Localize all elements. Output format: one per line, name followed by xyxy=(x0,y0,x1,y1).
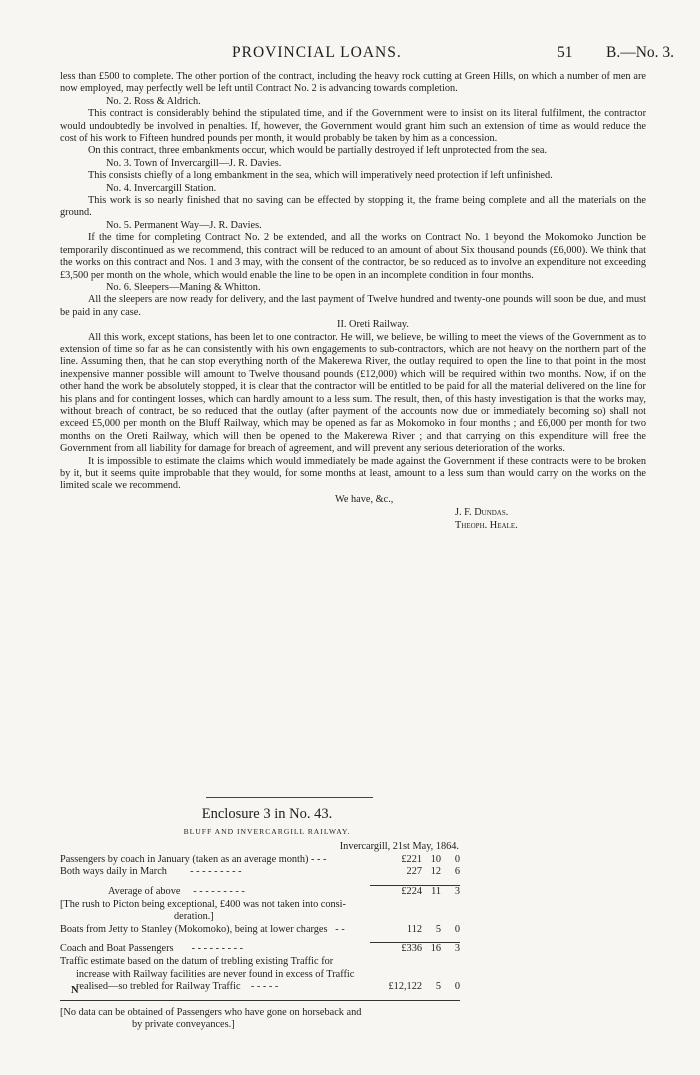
note-line: [No data can be obtained of Passengers who have gone on horseback and xyxy=(60,1006,362,1018)
table-row xyxy=(60,943,460,956)
amount-shillings: 11 xyxy=(431,885,441,897)
table-row xyxy=(60,854,460,867)
paragraph: This consists chiefly of a long embankment in the sea, which will imperatively need protection if left unfinished. xyxy=(88,170,553,182)
row-label-line2: increase with Railway facilities are never found in excess of Traffic xyxy=(76,968,355,980)
amount-pounds: £224 xyxy=(401,885,422,897)
amount-pence: 3 xyxy=(454,885,460,897)
divider xyxy=(60,1000,460,1001)
enclosure-date: Invercargill, 21st May, 1864. xyxy=(339,841,459,853)
row-label: Traffic estimate based on the datum of trebling existing Traffic for xyxy=(60,955,334,967)
table-row xyxy=(60,911,460,924)
amount-pounds: £12,122 xyxy=(388,981,422,993)
row-label: Coach and Boat Passengers xyxy=(60,943,174,955)
table-row xyxy=(60,956,460,969)
leader-dots: - - xyxy=(335,923,345,935)
paragraph: All this work, except stations, has been let to one contractor. He will, we believe, be willing to meet the views of the Government as to extension of time so far as he can consistently with his own engagements to sub-contractors, which are not heavy on the northern part of the line. Assuming then, that he can stop everything north of the Makerewa River, the outlay required to open the line to that point in the most inexpensive manner possible will amount to Twelve thousand pounds (£12,000) which will be required within two months. Now, if on the other hand the work be absolutely stopped, it is clear that the contractor will be entitled to be paid for all the material delivered on the line for his plans and for contingent losses, which can hardly amount to a less sum. The result, then, of this hasty investigation is that the works may, without breach of contract, be so reduced that the outlay (after payment of the accounts now due or immediately becoming so) shall not exceed £5,000 per month on the Bluff Railway, which may be opened as far as Mokomoko in four months ; and £6,000 per month for two months on the Oreti Railway, which will then be opened to the Makerewa River ; and that carrying on this expenditure will free the Government from all liability for damage for breach of agreement, and will prevent any serious deterioration of the works. xyxy=(60,331,646,455)
row-label: Average of above xyxy=(108,885,181,897)
closing: We have, &c., xyxy=(335,493,394,505)
amount-shillings: 10 xyxy=(430,853,441,865)
amount-shillings: 12 xyxy=(430,866,441,878)
table-row xyxy=(60,885,460,898)
leader-dots: - - - xyxy=(311,853,327,865)
paragraph: This work is so nearly finished that no saving can be effected by stopping it, the frame being complete and all the materials on the ground. xyxy=(60,195,646,219)
amount-pence: 6 xyxy=(454,866,460,878)
paragraph: All the sleepers are now ready for delivery, and the last payment of Twelve hundred and twenty-one pounds will soon be due, and must be paid in any case. xyxy=(60,294,646,318)
amount-shillings: 16 xyxy=(430,943,441,955)
enclosure-subtitle: BLUFF AND INVERCARGILL RAILWAY. xyxy=(183,826,351,836)
leader-dots: - - - - - - - - - xyxy=(190,866,242,878)
report-body xyxy=(60,71,646,543)
paragraph: less than £500 to complete. The other portion of the contract, including the heavy rock cutting at Green Hills, on which a number of men are now employed, may perfectly well be left until Contract No. 2 is advancing towards completion. xyxy=(60,71,646,95)
row-label: Boats from Jetty to Stanley (Mokomoko), being at lower charges xyxy=(60,923,328,935)
table-row xyxy=(60,899,460,912)
signatory: J. F. Dundas. xyxy=(455,506,509,518)
row-label-continuation: deration.] xyxy=(174,911,214,923)
section-heading: No. 5. Permanent Way—J. R. Davies. xyxy=(106,219,262,231)
section-heading: No. 3. Town of Invercargill—J. R. Davies. xyxy=(106,157,282,169)
row-label: [The rush to Picton being exceptional, £400 was not taken into consi- xyxy=(60,898,346,910)
table-row xyxy=(60,866,460,879)
signature-mark: N xyxy=(71,985,79,996)
amount-shillings: 5 xyxy=(435,923,441,935)
amount-pounds: £336 xyxy=(401,943,422,955)
note xyxy=(60,1007,460,1032)
table-row xyxy=(60,969,460,982)
leader-dots: - - - - - xyxy=(250,981,279,993)
page-number: 51 xyxy=(557,44,573,61)
leader-dots: - - - - - - - - - xyxy=(191,943,244,955)
page-title: PROVINCIAL LOANS. xyxy=(232,44,402,61)
table-row xyxy=(60,981,460,994)
row-label: Both ways daily in March xyxy=(60,866,167,878)
row-label: Passengers by coach in January (taken as an average month) xyxy=(60,853,309,865)
amount-pence: 0 xyxy=(454,981,460,993)
enclosure-title: Enclosure 3 in No. 43. xyxy=(201,806,333,822)
amount-pence: 3 xyxy=(454,943,460,955)
section-heading: No. 4. Invercargill Station. xyxy=(106,182,217,194)
amount-pounds: 227 xyxy=(406,866,422,878)
leader-dots: - - - - - - - - - xyxy=(193,885,245,897)
paragraph: This contract is considerably behind the stipulated time, and if the Government were to insist on its literal fulfilment, the contractor would undoubtedly be involved in penalties. If, however, the Government would grant him such an extension of time as would reduce the cost of his work to Fifteen hundred pounds per month, it would probably be taken by him as a concession. xyxy=(60,108,646,145)
paragraph: If the time for completing Contract No. 2 be extended, and all the works on Contract No. 1 beyond the Mokomoko Junction be temporarily discontinued as we recommend, this contract will be reduced to an amount of about Six thousand pounds (£6,000). We think that the works on this contract and Nos. 1 and 3 may, with the consent of the contractor, be so reduced as to involve an expenditure not exceeding £3,500 per month on the whole, which would enable the line to be open in an incomplete condition in four months. xyxy=(60,232,646,281)
amount-pounds: 112 xyxy=(406,923,422,935)
note-line: by private conveyances.] xyxy=(132,1019,235,1031)
paragraph: It is impossible to estimate the claims which would immediately be made against the Government if these contracts were to be broken by it, but it seems quite improbable that they would, for some months at least, amount to a less sum than would carry on the works on the limited scale we recommend. xyxy=(60,455,646,492)
row-label-line3: realised—so trebled for Railway Traffic xyxy=(76,981,241,993)
signatory: Theoph. Heale. xyxy=(455,519,518,531)
signature-block xyxy=(60,493,646,543)
section-heading: No. 6. Sleepers—Maning & Whitton. xyxy=(106,281,261,293)
divider xyxy=(206,797,373,798)
enclosure xyxy=(60,808,460,1032)
page-header xyxy=(0,44,700,64)
amount-pence: 0 xyxy=(454,853,460,865)
amount-shillings: 5 xyxy=(435,981,441,993)
section-heading: II. Oreti Railway. xyxy=(337,319,409,331)
paragraph: On this contract, three embankments occur, which would be partially destroyed if left unprotected from the sea. xyxy=(88,145,548,157)
document-reference: B.—No. 3. xyxy=(606,44,675,61)
amount-pence: 0 xyxy=(454,923,460,935)
traffic-table xyxy=(60,854,460,994)
section-heading: No. 2. Ross & Aldrich. xyxy=(106,95,201,107)
table-row xyxy=(60,924,460,937)
amount-pounds: £221 xyxy=(401,853,422,865)
